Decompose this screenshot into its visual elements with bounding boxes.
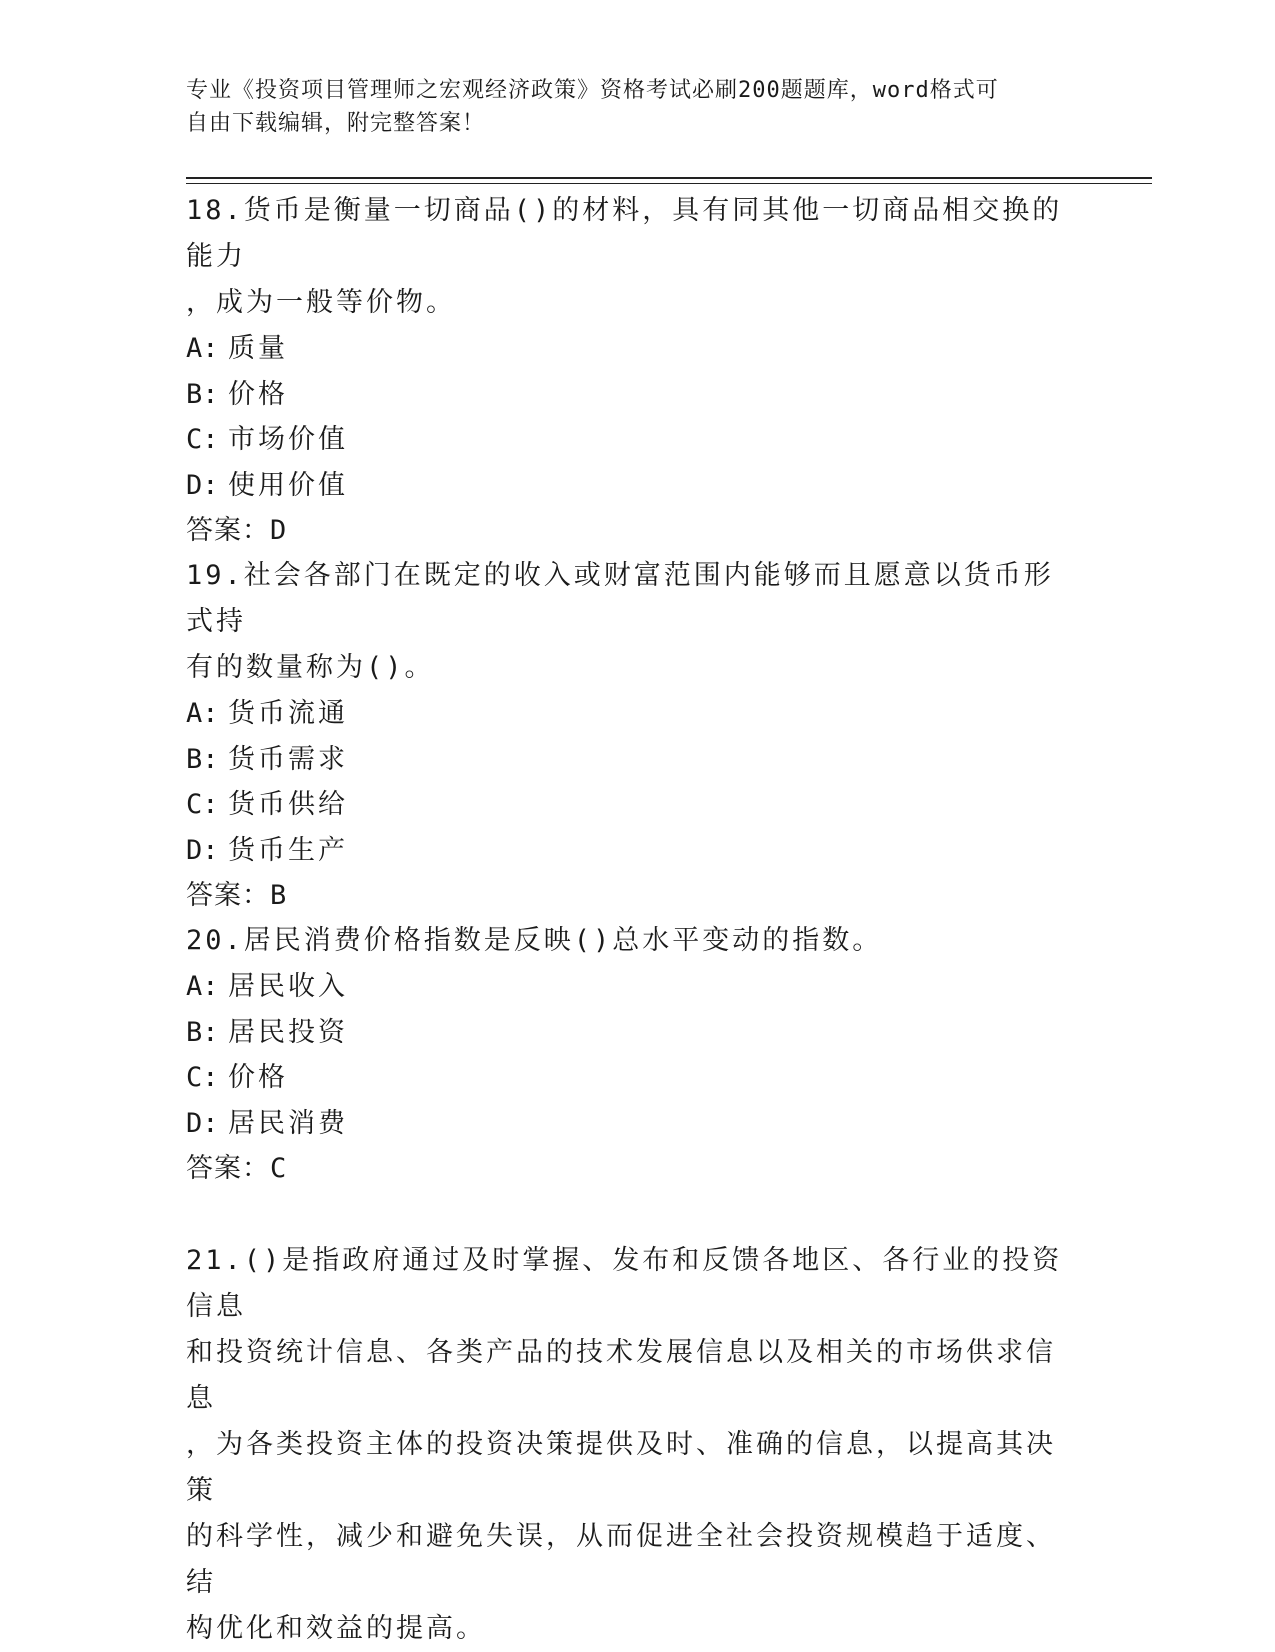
answer-line: 答案：C — [186, 1153, 288, 1184]
option-b — [186, 1010, 1076, 1056]
option-text: 货币生产 — [228, 834, 348, 866]
question-stem-line: ，为各类投资主体的投资决策提供及时、准确的信息，以提高其决策 — [186, 1429, 1056, 1506]
option-text: 货币供给 — [228, 789, 348, 820]
question-stem-line: 20.居民消费价格指数是反映()总水平变动的指数。 — [186, 925, 883, 956]
option-c — [186, 1055, 1076, 1101]
question-stem-line: 构优化和效益的提高。 — [186, 1613, 486, 1644]
option-a — [186, 691, 1076, 737]
option-d — [186, 1101, 1076, 1147]
option-text: 货币需求 — [228, 743, 348, 775]
option-key: D: — [186, 469, 219, 501]
question-20 — [186, 918, 1076, 1192]
question-stem-line: 18.货币是衡量一切商品()的材料，具有同其他一切商品相交换的能力 — [186, 195, 1063, 272]
option-text: 居民消费 — [228, 1107, 348, 1139]
header-divider-thin — [186, 183, 1152, 184]
header-line-1: 专业《投资项目管理师之宏观经济政策》资格考试必刷200题题库，word格式可 — [186, 78, 999, 103]
option-key: C: — [186, 1062, 219, 1093]
option-b — [186, 372, 1076, 418]
option-text: 价格 — [228, 378, 288, 410]
option-key: D: — [186, 834, 219, 866]
option-c — [186, 782, 1076, 828]
answer-line: 答案：B — [186, 880, 288, 911]
option-key: C: — [186, 424, 219, 455]
option-key: B: — [186, 1016, 219, 1048]
header-divider-thick — [186, 177, 1152, 179]
option-text: 价格 — [228, 1062, 288, 1093]
option-key: B: — [186, 743, 219, 775]
option-b — [186, 737, 1076, 783]
question-stem-line: 21.()是指政府通过及时掌握、发布和反馈各地区、各行业的投资信息 — [186, 1245, 1063, 1322]
question-18 — [186, 188, 1076, 554]
question-21 — [186, 1238, 1076, 1652]
option-c — [186, 417, 1076, 463]
question-stem-line: 的科学性，减少和避免失误，从而促进全社会投资规模趋于适度、结 — [186, 1521, 1056, 1598]
document-header — [186, 74, 1066, 140]
question-stem-line: 和投资统计信息、各类产品的技术发展信息以及相关的市场供求信息 — [186, 1337, 1056, 1414]
answer-line: 答案：D — [186, 515, 288, 546]
option-key: D: — [186, 1107, 219, 1139]
option-key: B: — [186, 378, 219, 410]
option-key: A: — [186, 333, 219, 364]
question-19 — [186, 553, 1076, 919]
option-d — [186, 828, 1076, 874]
question-stem-line: 19.社会各部门在既定的收入或财富范围内能够而且愿意以货币形式持 — [186, 560, 1054, 637]
option-key: C: — [186, 789, 219, 820]
option-key: A: — [186, 971, 219, 1002]
option-a — [186, 326, 1076, 372]
option-text: 使用价值 — [228, 469, 348, 501]
option-d — [186, 463, 1076, 509]
option-text: 质量 — [228, 333, 288, 364]
option-a — [186, 964, 1076, 1010]
option-text: 货币流通 — [228, 698, 348, 729]
question-stem-line: ，成为一般等价物。 — [186, 287, 456, 318]
header-line-2: 自由下载编辑，附完整答案！ — [186, 111, 486, 136]
option-key: A: — [186, 698, 219, 729]
option-text: 居民投资 — [228, 1016, 348, 1048]
option-text: 市场价值 — [228, 424, 348, 455]
question-stem-line: 有的数量称为()。 — [186, 652, 435, 683]
option-text: 居民收入 — [228, 971, 348, 1002]
